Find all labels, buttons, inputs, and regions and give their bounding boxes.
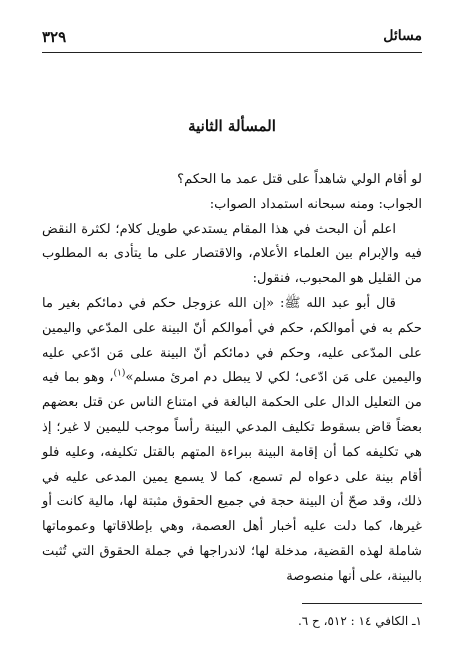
footnote-reference: (١) [113, 368, 126, 379]
header-divider [42, 52, 422, 53]
answer-intro-paragraph: الجواب: ومنه سبحانه استمداد الصواب: [209, 196, 422, 212]
paragraph-1: اعلم أن البحث في هذا المقام يستدعي طويل كلام؛ لكثرة النقض فيه والإبرام بين العلماء الأعلام، والاقتصار على ما يتأدى به المطلوب من القليل هو المحبوب، فنقول: [42, 221, 422, 287]
hadith-quote: قال أبو عبد الله ﷺ: «إن الله عزوجل حكم في دمائكم بغير ما حكم به في أموالكم، حكم في أموالكم أنّ البينة على المدّعي واليمين على المدّعى عليه، وحكم في دمائكم أنّ البينة على مَن ادّعي عليه واليمين على مَن ادّعى؛ لكي لا يبطل دم امرئ مسلم» [42, 295, 422, 386]
page-header [42, 22, 422, 52]
body-text [42, 168, 422, 590]
page-number: ٣٢٩ [42, 28, 67, 46]
footnote: ١ـ الكافي ١٤ : ٥١٢، ح ٦. [297, 614, 422, 628]
question-paragraph: لو أقام الولي شاهداً على قتل عمد ما الحكم؟ [177, 172, 422, 187]
paragraph-2 [42, 292, 422, 590]
paragraph-2-continuation: ، وهو بما فيه من التعليل الدال على الحكمة البالغة في امتناع الناس عن قتل بعضهم بعضاً قاض بسقوط تكليف المدعي البينة رأساً موجب لليمين لا غير؛ إذ هي تكليفه كما أن إقامة البينة ببراءة المتهم بالقتل تكليفه، وعليه فلو أقام بينة على دعواه لم تسمع، كما لا يسمع يمين المدعى عليه في ذلك، وقد صحّ أن البينة حجة في جميع الحقوق مثبتة لها، مالية كانت أو غيرها، كما دلت عليه أخبار أهل العصمة، وهي بإطلاقاتها وعموماتها شاملة لهذه القضية، مدخلة لها؛ لاندراجها في جملة الحقوق التي تُثبت بالبينة، على أنها منصوصة [42, 370, 422, 584]
footnote-divider [302, 603, 422, 604]
running-title: مسائل [383, 28, 422, 44]
section-title: المسألة الثانية [188, 117, 276, 135]
